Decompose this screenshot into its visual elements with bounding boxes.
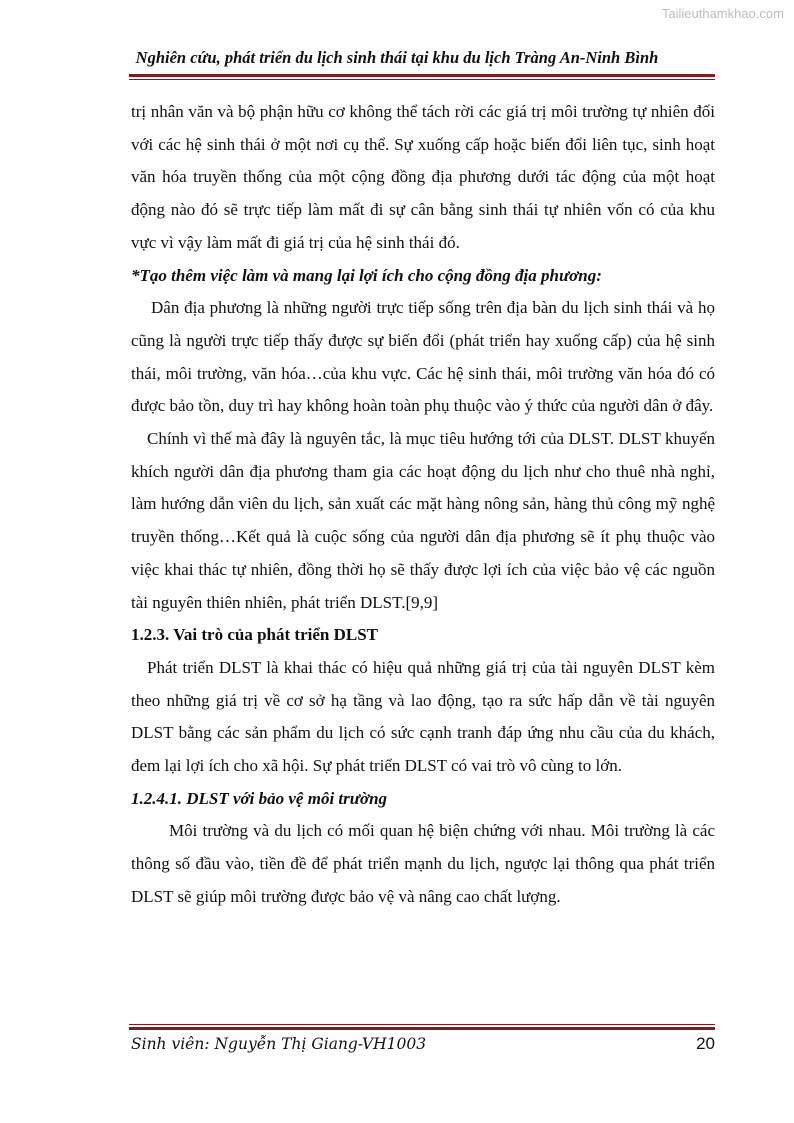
paragraph-2: Dân địa phương là những người trực tiếp sống trên địa bàn du lịch sinh thái và họ cũng là người trực tiếp thấy được sự biến đổi (phát triển hay xuống cấp) của hệ sinh thái, môi trường, văn hóa…của khu vực. Các hệ sinh thái, môi trường văn hóa đó có được bảo tồn, duy trì hay không hoàn toàn phụ thuộc vào ý thức của người dân ở đây.: [131, 298, 715, 416]
paragraph-3: Chính vì thế mà đây là nguyên tắc, là mục tiêu hướng tới của DLST. DLST khuyến khích người dân địa phương tham gia các hoạt động du lịch như cho thuê nhà nghỉ, làm hướng dẫn viên du lịch, sản xuất các mặt hàng nông sản, hàng thủ công mỹ nghệ truyền thống…Kết quả là cuộc sống của người dân địa phương sẽ ít phụ thuộc vào việc khai thác tự nhiên, đồng thời họ sẽ thấy được lợi ích của việc bảo vệ các nguồn tài nguyên thiên nhiên, phát triển DLST.[9,9]: [131, 429, 715, 612]
page-number: 20: [696, 1034, 715, 1053]
page-footer: [131, 1034, 715, 1054]
footer-student: Sinh viên: Nguyễn Thị Giang-VH1003: [131, 1035, 427, 1053]
page-body: [131, 96, 715, 914]
paragraph-1: trị nhân văn và bộ phận hữu cơ không thể tách rời các giá trị môi trường tự nhiên đối với các hệ sinh thái ở một nơi cụ thể. Sự xuống cấp hoặc biến đổi liên tục, sinh hoạt văn hóa truyền thống của một cộng đồng địa phương dưới tác động của một hoạt động nào đó sẽ trực tiếp làm mất đi sự cân bằng sinh thái tự nhiên vốn có của khu vực vì vậy làm mất đi giá trị của hệ sinh thái đó.: [131, 102, 715, 252]
header-rule-thick: [129, 74, 715, 77]
section-heading-1-2-3: 1.2.3. Vai trò của phát triển DLST: [131, 625, 378, 645]
footer-rule-thin: [129, 1024, 715, 1025]
paragraph-5: Môi trường và du lịch có mối quan hệ biện chứng với nhau. Môi trường là các thông số đầu vào, tiền đề để phát triển mạnh du lịch, ngược lại thông qua phát triển DLST sẽ giúp môi trường được bảo vệ và nâng cao chất lượng.: [131, 821, 715, 906]
running-header: Nghiên cứu, phát triển du lịch sinh thái tại khu du lịch Tràng An-Ninh Bình: [135, 48, 659, 67]
section-heading-1-2-4-1: 1.2.4.1. DLST với bảo vệ môi trường: [131, 788, 388, 808]
footer-rule-thick: [129, 1027, 715, 1030]
paragraph-4: Phát triển DLST là khai thác có hiệu quả những giá trị của tài nguyên DLST kèm theo những giá trị về cơ sở hạ tầng và lao động, tạo ra sức hấp dẫn về tài nguyên DLST bằng các sản phẩm du lịch có sức cạnh tranh đáp ứng nhu cầu của du khách, đem lại lợi ích cho xã hội. Sự phát triển DLST có vai trò vô cùng to lớn.: [131, 657, 715, 776]
watermark: Tailieuthamkhao.com: [661, 6, 784, 21]
section-heading-community: *Tạo thêm việc làm và mang lại lợi ích cho cộng đồng địa phương:: [131, 265, 602, 285]
header-rule-thin: [129, 79, 715, 80]
